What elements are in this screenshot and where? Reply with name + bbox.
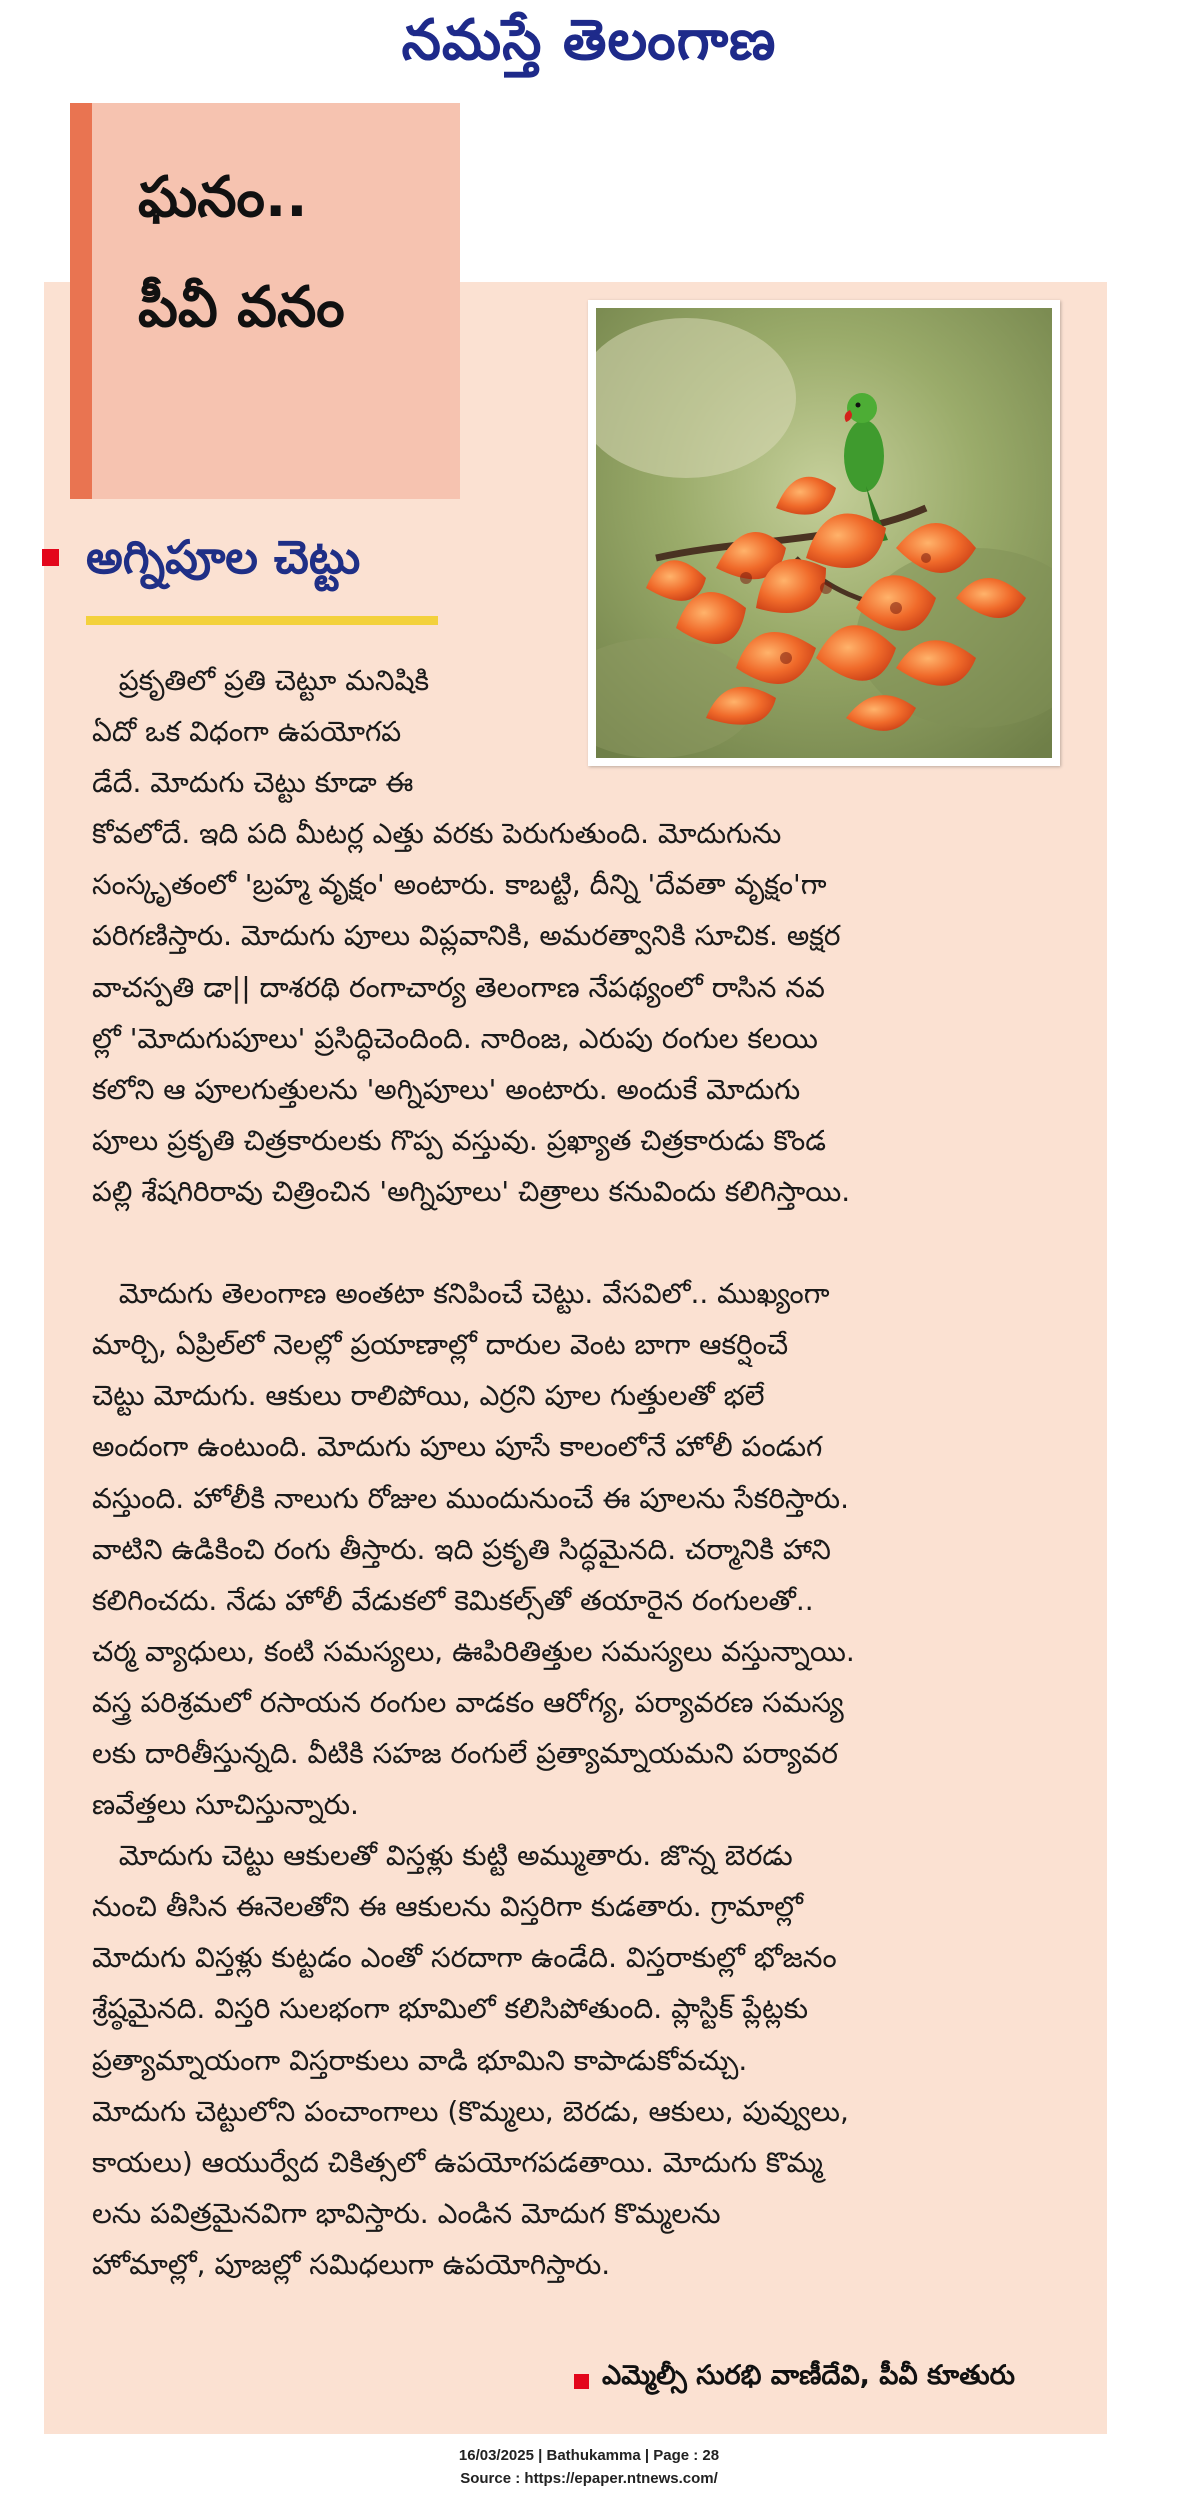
body-line: మోదుగు తెలంగాణ అంతటా కనిపించే చెట్టు. వేసవిలో.. ముఖ్యంగా [92,1277,830,1311]
subheading-marker [42,549,59,566]
masthead-title: నమస్తే తెలంగాణ [401,8,777,73]
body-line: ప్రకృతిలో ప్రతి చెట్టూ మనిషికి [92,664,430,697]
body-line: డేదే. మోదుగు చెట్టు కూడా ఈ [92,766,414,800]
body-line: మార్చి, ఏప్రిల్‌లో నెలల్లో ప్రయాణాల్లో దారుల వెంట బాగా ఆకర్షించే [92,1328,789,1362]
body-line: వాచస్పతి డా|| దాశరథి రంగాచార్య తెలంగాణ నేపథ్యంలో రాసిన నవ [92,970,825,1004]
body-line [92,1217,1064,1268]
body-line: కలోని ఆ పూలగుత్తులను 'అగ్నిపూలు' అంటారు. అందుకే మోదుగు [92,1072,801,1106]
body-line: హోమాల్లో, పూజల్లో సమిధలుగా ఉపయోగిస్తారు. [92,2247,611,2281]
body-line: లకు దారితీస్తున్నది. వీటికి సహజ రంగులే ప్రత్యామ్నాయమని పర్యావర [92,1736,838,1770]
subheading-underline [86,616,438,625]
body-line: కలిగించదు. నేడు హోలీ వేడుకలో కెమికల్స్‌తో తయారైన రంగులతో.. [92,1583,814,1617]
body-line: ఏదో ఒక విధంగా ఉపయోగప [92,715,402,749]
body-line: పూలు ప్రకృతి చిత్రకారులకు గొప్ప వస్తువు. ప్రఖ్యాత చిత్రకారుడు కొండ [92,1123,826,1157]
body-line: లను పవిత్రమైనవిగా భావిస్తారు. ఎండిన మోదుగ కొమ్మలను [92,2196,721,2230]
body-line: పల్లి శేషగిరిరావు చిత్రించిన 'అగ్నిపూలు' చిత్రాలు కనువిందు కలిగిస్తాయి. [92,1174,851,1208]
subheading: అగ్నిపూల చెట్టు [86,530,361,584]
footer-date-line: 16/03/2025 | Bathukamma | Page : 28 [458,2447,720,2464]
byline-marker [574,2374,589,2389]
article-body [92,655,1064,2290]
headline-line-1: ఘనం.. [138,165,308,230]
body-line: పరిగణిస్తారు. మోదుగు పూలు విప్లవానికి, అమరత్వానికి సూచిక. అక్షర [92,919,841,953]
title-accent-bar [70,103,92,499]
body-line: మోదుగు విస్తళ్లు కుట్టడం ఎంతో సరదాగా ఉండేది. విస్తరాకుల్లో భోజనం [92,1941,837,1975]
body-line: కాయలు) ఆయుర్వేద చికిత్సలో ఉపయోగపడతాయి. మోదుగు కొమ్మ [92,2145,823,2179]
body-line: కోవలోదే. ఇది పది మీటర్ల ఎత్తు వరకు పెరుగుతుంది. మోదుగును [92,817,782,851]
body-line: ల్లో 'మోదుగుపూలు' ప్రసిద్ధిచెందింది. నారింజ, ఎరుపు రంగుల కలయి [92,1021,818,1055]
body-line: ప్రత్యామ్నాయంగా విస్తరాకులు వాడి భూమిని కాపాడుకోవచ్చు. [92,2043,748,2077]
byline: ఎమ్మెల్సీ సురభి వాణీదేవి, పీవీ కూతురు [602,2360,1015,2391]
body-line: వస్తుంది. హోలీకి నాలుగు రోజుల ముందునుంచే ఈ పూలను సేకరిస్తారు. [92,1481,850,1515]
headline-line-2: పీవీ వనం [138,275,345,340]
body-line: అందంగా ఉంటుంది. మోదుగు పూలు పూసే కాలంలోనే హోలీ పండుగ [92,1430,823,1464]
body-line: సంస్కృతంలో 'బ్రహ్మ వృక్షం' అంటారు. కాబట్టి, దీన్ని 'దేవతా వృక్షం'గా [92,868,827,902]
body-line: మోదుగు చెట్టు ఆకులతో విస్తళ్లు కుట్టి అమ్ముతారు. జొన్న బెరడు [92,1839,793,1873]
body-line: చెట్టు మోదుగు. ఆకులు రాలిపోయి, ఎర్రని పూల గుత్తులతో భలే [92,1379,765,1413]
body-line: నుంచి తీసిన ఈనెలతోని ఈ ఆకులను విస్తరిగా కుడతారు. గ్రామాల్లో [92,1890,803,1924]
body-line: వస్త్ర పరిశ్రమలో రసాయన రంగుల వాడకం ఆరోగ్య, పర్యావరణ సమస్య [92,1685,844,1719]
body-line: వాటిని ఉడికించి రంగు తీస్తారు. ఇది ప్రకృతి సిద్ధమైనది. చర్మానికి హాని [92,1532,831,1566]
body-line: చర్మ వ్యాధులు, కంటి సమస్యలు, ఊపిరితిత్తుల సమస్యలు వస్తున్నాయి. [92,1634,855,1668]
footer-source-line: Source : https://epaper.ntnews.com/ [460,2470,718,2487]
body-line: ణవేత్తలు సూచిస్తున్నారు. [92,1788,359,1822]
body-line: మోదుగు చెట్టులోని పంచాంగాలు (కొమ్మలు, బెరడు, ఆకులు, పువ్వులు, [92,2094,849,2128]
body-line: శ్రేష్ఠమైనది. విస్తరి సులభంగా భూమిలో కలిసిపోతుంది. ప్లాస్టిక్ ప్లేట్లకు [92,1992,809,2026]
